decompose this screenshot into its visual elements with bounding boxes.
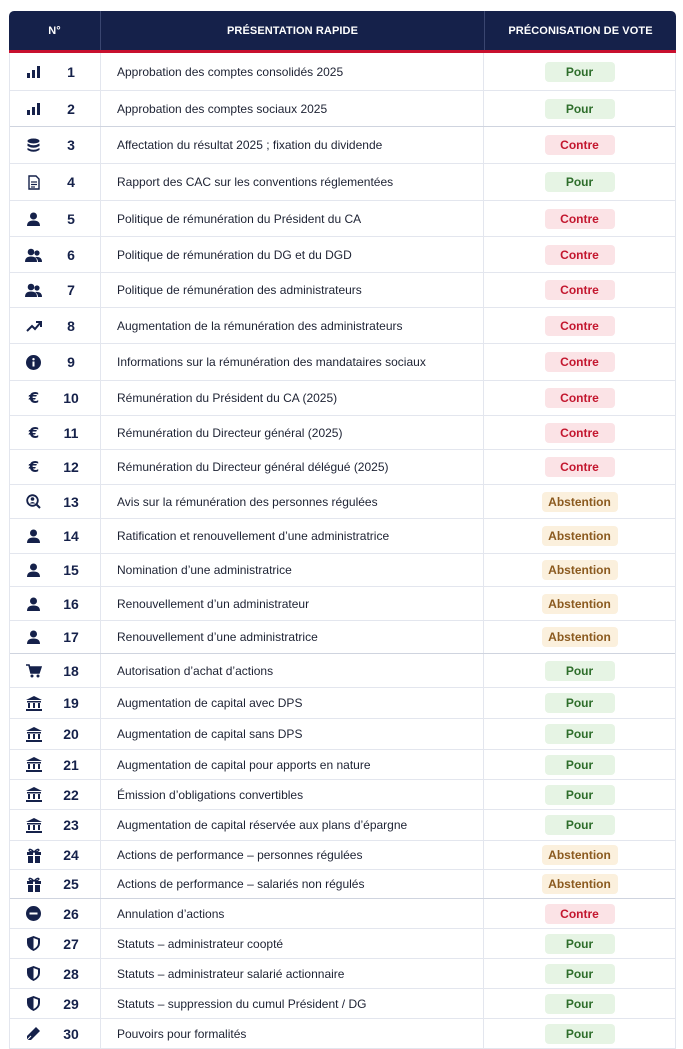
table-row [10,91,675,127]
table-body [9,53,676,1049]
resolution-number-text: 27 [63,935,79,952]
euro-icon [10,381,57,415]
table-row [10,621,675,654]
resolution-number [57,989,101,1018]
resolution-number-text: 5 [67,210,75,227]
resolution-title: Émission d’obligations convertibles [101,780,484,809]
resolution-number-text: 15 [63,562,79,578]
vote-cell [484,450,675,484]
resolution-title: Actions de performance – personnes régulées [101,841,484,869]
resolution-number-text: 4 [67,174,75,190]
resolution-number-text: 18 [63,662,79,679]
vote-badge-pour: Pour [545,661,615,681]
table-row [10,810,675,841]
table-row [10,201,675,237]
vote-badge-abst: Abstention [542,874,618,894]
resolution-title: Annulation d’actions [101,899,484,928]
resolution-title: Avis sur la rémunération des personnes régulées [101,485,484,518]
resolution-number-text: 13 [63,493,79,510]
vote-cell [484,959,675,988]
svg-text:€: € [28,459,39,475]
resolution-number [57,450,101,484]
resolution-number-text: 26 [63,905,79,922]
vote-badge-contre: Contre [545,316,615,336]
resolution-number-text: 30 [63,1025,79,1042]
table-row [10,899,675,929]
resolution-number-text: 21 [63,756,79,773]
resolution-title: Augmentation de capital pour apports en nature [101,750,484,779]
shield-icon [10,989,57,1018]
resolution-number-text: 23 [63,817,79,833]
vote-cell [484,237,675,272]
resolution-title: Renouvellement d’un administrateur [101,587,484,620]
resolution-title: Statuts – administrateur salarié actionnaire [101,959,484,988]
resolution-number-text: 12 [63,459,79,475]
vote-cell [484,621,675,653]
person-icon [10,201,57,236]
resolution-number [57,164,101,200]
resolution-title: Autorisation d’achat d’actions [101,654,484,687]
resolution-number [57,899,101,928]
vote-cell [484,719,675,749]
vote-badge-pour: Pour [545,724,615,744]
resolution-number-text: 24 [63,847,79,863]
resolution-number [57,870,101,898]
table-row [10,164,675,201]
table-row [10,53,675,91]
resolution-title: Politique de rémunération du DG et du DGD [101,237,484,272]
vote-cell [484,899,675,928]
resolution-title: Actions de performance – salariés non régulés [101,870,484,898]
resolution-title: Renouvellement d’une administratrice [101,621,484,653]
table-row [10,273,675,308]
resolution-number-text: 19 [63,695,79,711]
vote-badge-abst: Abstention [542,492,618,512]
vote-badge-pour: Pour [545,994,615,1014]
vote-badge-pour: Pour [545,755,615,775]
table-row [10,1019,675,1048]
resolution-number-text: 3 [67,137,75,153]
vote-badge-pour: Pour [545,99,615,119]
resolution-number [57,201,101,236]
table-row [10,127,675,164]
resolution-number [57,929,101,958]
resolution-number-text: 8 [67,317,75,334]
resolution-title: Approbation des comptes consolidés 2025 [101,53,484,90]
vote-cell [484,587,675,620]
vote-badge-pour: Pour [545,62,615,82]
table-row [10,587,675,621]
shield-icon [10,929,57,958]
resolution-title: Augmentation de la rémunération des administrateurs [101,308,484,343]
vote-cell [484,810,675,840]
resolution-number-text: 16 [63,595,79,612]
resolution-number-text: 28 [63,965,79,982]
resolution-number-text: 22 [63,786,79,803]
vote-cell [484,201,675,236]
resolution-number [57,810,101,840]
resolution-number-text: 2 [67,100,75,117]
person-icon [10,519,57,553]
resolution-title: Statuts – suppression du cumul Président / DG [101,989,484,1018]
table-row [10,485,675,519]
resolution-title: Rapport des CAC sur les conventions réglementées [101,164,484,200]
svg-text:€: € [28,390,39,406]
vote-cell [484,841,675,869]
resolution-title: Approbation des comptes sociaux 2025 [101,91,484,126]
vote-badge-contre: Contre [545,352,615,372]
table-row [10,450,675,485]
resolution-title: Nomination d’une administratrice [101,554,484,586]
table-row [10,381,675,416]
resolution-number [57,688,101,718]
trending-up-icon [10,308,57,343]
table-row [10,841,675,870]
vote-cell [484,654,675,687]
people-icon [10,237,57,272]
resolution-title: Affectation du résultat 2025 ; fixation du dividende [101,127,484,163]
vote-cell [484,91,675,126]
bank-icon [10,719,57,749]
resolution-number [57,621,101,653]
vote-cell [484,750,675,779]
table-row [10,308,675,344]
table-row [10,654,675,688]
vote-cell [484,519,675,553]
resolution-number [57,127,101,163]
table-row [10,780,675,810]
vote-badge-contre: Contre [545,457,615,477]
shield-icon [10,959,57,988]
document-icon [10,164,57,200]
resolution-title: Pouvoirs pour formalités [101,1019,484,1048]
resolution-number [57,841,101,869]
resolution-number [57,308,101,343]
table-row [10,989,675,1019]
minus-circle-icon [10,899,57,928]
bank-icon [10,810,57,840]
resolution-title: Ratification et renouvellement d’une administratrice [101,519,484,553]
table-row [10,554,675,587]
person-icon [10,587,57,620]
pen-icon [10,1019,57,1048]
vote-cell [484,1019,675,1048]
bank-icon [10,780,57,809]
info-icon [10,344,57,380]
resolution-number-text: 17 [63,629,79,645]
resolution-number [57,587,101,620]
header-presentation: PRÉSENTATION RAPIDE [101,11,485,50]
resolution-number-text: 29 [63,995,79,1012]
resolution-number-text: 9 [67,354,75,370]
vote-badge-pour: Pour [545,1024,615,1044]
vote-badge-abst: Abstention [542,594,618,614]
resolution-title: Rémunération du Président du CA (2025) [101,381,484,415]
resolution-number-text: 11 [63,424,79,441]
gift-icon [10,841,57,869]
euro-icon [10,450,57,484]
person-search-icon [10,485,57,518]
resolution-number-text: 10 [63,390,79,406]
header-num: N° [9,11,101,50]
vote-badge-contre: Contre [545,904,615,924]
vote-cell [484,308,675,343]
person-icon [10,621,57,653]
vote-cell [484,53,675,90]
bar-chart-icon [10,53,57,90]
table-row [10,688,675,719]
vote-cell [484,273,675,307]
table-row [10,519,675,554]
vote-cell [484,688,675,718]
resolution-number [57,381,101,415]
resolution-number [57,780,101,809]
vote-badge-pour: Pour [545,172,615,192]
table-row [10,416,675,450]
vote-cell [484,554,675,586]
cart-icon [10,654,57,687]
vote-badge-abst: Abstention [542,526,618,546]
vote-badge-contre: Contre [545,245,615,265]
resolution-number [57,519,101,553]
resolution-title: Informations sur la rémunération des mandataires sociaux [101,344,484,380]
table-row [10,719,675,750]
resolution-title: Statuts – administrateur coopté [101,929,484,958]
resolution-number [57,750,101,779]
resolution-number-text: 20 [63,726,79,742]
resolution-number-text: 7 [67,282,75,298]
resolution-title: Politique de rémunération du Président du CA [101,201,484,236]
vote-cell [484,164,675,200]
resolution-number [57,344,101,380]
resolution-number [57,554,101,586]
vote-badge-contre: Contre [545,423,615,443]
vote-badge-pour: Pour [545,964,615,984]
resolution-title: Augmentation de capital avec DPS [101,688,484,718]
resolution-number [57,91,101,126]
resolution-title: Rémunération du Directeur général délégué (2025) [101,450,484,484]
vote-cell [484,989,675,1018]
resolution-number [57,53,101,90]
svg-text:€: € [28,424,39,441]
resolution-title: Rémunération du Directeur général (2025) [101,416,484,449]
resolution-title: Politique de rémunération des administrateurs [101,273,484,307]
resolution-number [57,1019,101,1048]
resolution-number [57,485,101,518]
table-row [10,959,675,989]
resolution-number-text: 14 [63,528,79,544]
table-header [9,11,676,53]
resolution-number-text: 1 [67,63,75,80]
vote-badge-abst: Abstention [542,627,618,647]
vote-cell [484,344,675,380]
vote-badge-pour: Pour [545,815,615,835]
resolution-number [57,273,101,307]
vote-badge-abst: Abstention [542,560,618,580]
database-icon [10,127,57,163]
vote-badge-pour: Pour [545,693,615,713]
bank-icon [10,750,57,779]
vote-cell [484,870,675,898]
table-row [10,750,675,780]
resolution-number [57,959,101,988]
vote-cell [484,485,675,518]
vote-badge-abst: Abstention [542,845,618,865]
vote-badge-contre: Contre [545,209,615,229]
resolution-number [57,416,101,449]
table-row [10,870,675,899]
resolution-number [57,719,101,749]
vote-badge-contre: Contre [545,280,615,300]
resolution-number-text: 6 [67,246,75,263]
header-vote: PRÉCONISATION DE VOTE [508,24,653,37]
vote-badge-pour: Pour [545,934,615,954]
resolution-number-text: 25 [63,876,79,892]
people-icon [10,273,57,307]
resolutions-table [9,11,676,1049]
bar-chart-icon [10,91,57,126]
vote-badge-contre: Contre [545,135,615,155]
resolution-number [57,654,101,687]
vote-cell [484,929,675,958]
resolution-title: Augmentation de capital réservée aux plans d’épargne [101,810,484,840]
vote-badge-contre: Contre [545,388,615,408]
euro-icon [10,416,57,449]
vote-cell [484,416,675,449]
vote-badge-pour: Pour [545,785,615,805]
person-icon [10,554,57,586]
vote-cell [484,780,675,809]
vote-cell [484,381,675,415]
bank-icon [10,688,57,718]
table-row [10,344,675,381]
table-row [10,929,675,959]
resolution-number [57,237,101,272]
vote-cell [484,127,675,163]
table-row [10,237,675,273]
gift-icon [10,870,57,898]
resolution-title: Augmentation de capital sans DPS [101,719,484,749]
